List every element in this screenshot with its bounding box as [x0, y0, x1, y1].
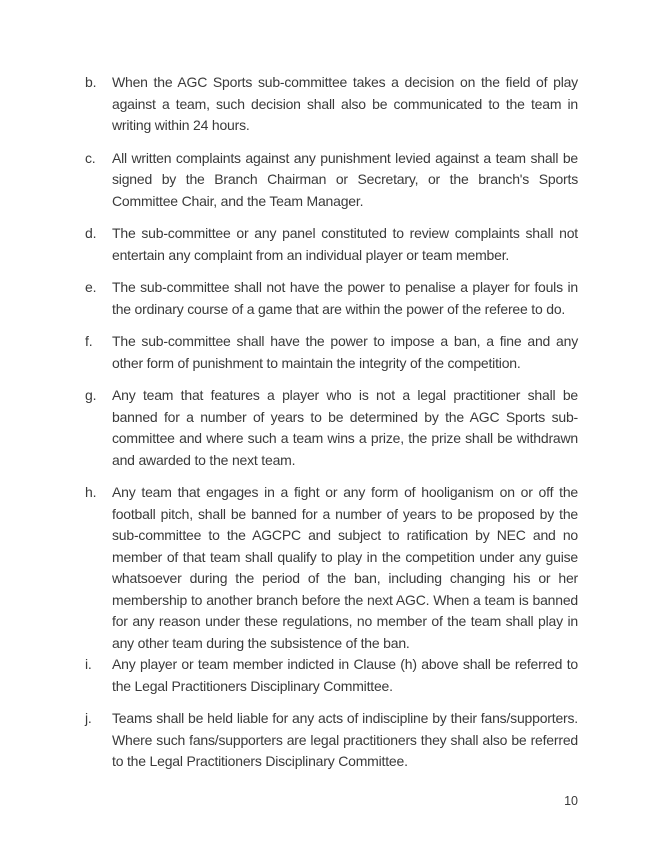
list-item-f [85, 331, 578, 374]
list-item-i [85, 654, 578, 697]
list-item-text: Any team that engages in a fight or any form of hooliganism on or off the football pitch, shall be banned for a number of years to be proposed by the sub-committee to the AGCPC and subject to ratification by NEC and no member of that team shall qualify to play in the competition under any guise whatsoever during the period of the ban, including changing his or her membership to another branch before the next AGC. When a team is banned for any reason under these regulations, no member of the team shall play in any other team during the subsistence of the ban. [112, 484, 578, 651]
list-item-text: Teams shall be held liable for any acts of indiscipline by their fans/supporters. Where such fans/supporters are legal practitioners they shall also be referred to the Legal Practitioners Disciplinary Committee. [112, 710, 578, 769]
list-item-h [85, 482, 578, 654]
list-item-marker: f. [85, 333, 93, 349]
regulations-list [85, 72, 578, 784]
list-item-g [85, 385, 578, 471]
list-item-marker: c. [85, 149, 96, 166]
list-item-text: Any player or team member indicted in Clause (h) above shall be referred to the Legal Practitioners Disciplinary Committee. [112, 656, 578, 694]
list-item-c [85, 148, 578, 213]
list-item-text: All written complaints against any punishment levied against a team shall be signed by the Branch Chairman or Secretary, or the branch's Sports Committee Chair, and the Team Manager. [112, 149, 578, 209]
list-item-marker: h. [85, 484, 97, 500]
list-item-text: Any team that features a player who is not a legal practitioner shall be banned for a number of years to be determined by the AGC Sports sub-committee and where such a team wins a prize, the prize shall be withdrawn and awarded to the next team. [112, 387, 578, 468]
list-item-text: The sub-committee shall not have the power to penalise a player for fouls in the ordinary course of a game that are within the power of the referee to do. [112, 279, 578, 317]
list-item-marker: j. [85, 710, 92, 726]
list-item-b [85, 72, 578, 137]
page-number: 10 [564, 794, 578, 808]
list-item-marker: e. [85, 279, 97, 295]
list-item-j [85, 708, 578, 773]
list-item-marker: i. [85, 656, 92, 672]
list-item-marker: g. [85, 387, 97, 403]
list-item-e [85, 277, 578, 320]
list-item-text: The sub-committee or any panel constituted to review complaints shall not entertain any complaint from an individual player or team member. [112, 225, 578, 263]
list-item-marker: d. [85, 225, 97, 241]
list-item-text: The sub-committee shall have the power to impose a ban, a fine and any other form of punishment to maintain the integrity of the competition. [112, 333, 578, 371]
list-item-marker: b. [85, 74, 97, 90]
list-item-d [85, 223, 578, 266]
list-item-text: When the AGC Sports sub-committee takes a decision on the field of play against a team, such decision shall also be communicated to the team in writing within 24 hours. [112, 74, 578, 133]
